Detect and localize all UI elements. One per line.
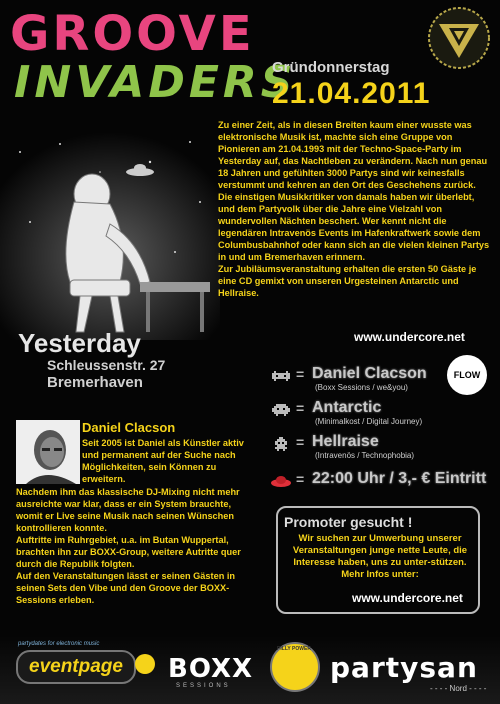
eventpage-emblem-icon — [135, 654, 155, 674]
space-invader-icon — [270, 369, 292, 383]
partysan-logo[interactable]: partysan — [330, 651, 478, 684]
dj-silhouette-illustration — [0, 132, 220, 340]
lineup-equals: = — [296, 434, 305, 450]
website-link-top[interactable]: www.undercore.net — [354, 330, 465, 344]
venue-name: Yesterday — [18, 328, 141, 358]
lineup-equals: = — [296, 400, 305, 416]
bio-paragraph: Auf den Veranstaltungen lässt er seinen Gästen in seinen Sets den Vibe und den Groove der BOXX-Sessions erleben. — [16, 571, 236, 605]
event-story — [218, 119, 490, 299]
lineup-artist-labels: (Boxx Sessions / we&you) — [315, 383, 408, 392]
promoter-text: Wir suchen zur Umwerbung unserer Veranstaltungen junge nette Leute, die Interesse haben, uns zu unter-stützen. Mehr Infos unter: — [292, 533, 468, 580]
squid-invader-icon — [270, 437, 292, 451]
lineup-artist-labels: (Intravenös / Technophobia) — [315, 451, 415, 460]
bio-paragraph: Auftritte im Ruhrgebiet, u.a. im Butan Wuppertal, brachten ihn zur BOXX-Group, weitere Autritte quer durch die Republik folgten. — [16, 535, 241, 569]
artist-photo — [16, 420, 80, 484]
event-date: 21.04.2011 — [272, 77, 431, 110]
event-time-price: 22:00 Uhr / 3,- € Eintritt — [312, 470, 487, 487]
eventpage-logo[interactable]: eventpage — [16, 650, 136, 684]
story-paragraph: Zur Jubiläumsveranstaltung erhalten die ersten 50 Gäste je eine CD gemixt von unseren Urgesteinen Antarctic und Hellraise. — [218, 264, 477, 298]
space-invader-icon — [270, 403, 292, 417]
pilly-power-label: PILLY POWER — [277, 646, 311, 652]
lineup-equals: = — [296, 471, 305, 487]
title-groove: GROOVE — [10, 6, 255, 62]
venue-street: Schleussenstr. 27 — [47, 357, 166, 373]
event-day: Gründonnerstag — [272, 59, 390, 76]
bio-intro-text: Seit 2005 ist Daniel als Künstler aktiv und permanent auf der Suche nach Möglichkeiten, sein Können zu erweitern. — [82, 438, 244, 484]
website-link-promoter[interactable]: www.undercore.net — [352, 591, 463, 605]
boxx-sessions-subtitle: SESSIONS — [176, 683, 231, 689]
title-invaders: INVADERS — [14, 57, 297, 108]
lineup-artist-name: Antarctic — [312, 399, 382, 416]
eventpage-tagline: partydates for electronic music — [18, 641, 100, 647]
bio-paragraph: Nachdem ihm das klassische DJ-Mixing nicht mehr ausreichte war klar, dass er ein System brauchte, womit er Live seine Musik nach seinen Wünschen kontrollieren konnte. — [16, 487, 240, 533]
venue-city: Bremerhaven — [47, 374, 143, 391]
bio-artist-name: Daniel Clacson — [82, 420, 176, 435]
triangle-emblem-icon — [427, 6, 491, 70]
bio-text — [16, 486, 256, 606]
partysan-subtitle: - - - - Nord - - - - — [430, 684, 487, 693]
story-paragraph: Zu einer Zeit, als in diesen Breiten kaum einer wusste was elektronische Musik ist, machte sich eine Gruppe von Pionieren am 21.04.1993 mit der Techno-Space-Party im Yesterday auf, das Nachtleben zu verändern. Nach nun genau 18 Jahren und gefühlten 3000 Partys sind wir keinesfalls verstummt und kehren an den Ort des Geschehens zurück. Die einstigen Musikkritiker von damals haben wir überlebt, und dem Partyvolk über die Jahre eine Vielzahl von wundervollen Nächten beschert. Wer kennt nicht die legendären Intravenös Events im Hafenkraftwerk sowie dem Columbusbahnhof oder kann sich an die vielen kleinen Partys in und um Bremerhaven erinnern. — [218, 120, 490, 262]
boxx-sessions-logo[interactable]: BOXX — [168, 654, 254, 684]
ufo-icon — [270, 474, 292, 488]
lineup-artist-name: Daniel Clacson — [312, 365, 427, 382]
flow-logo-badge: FLOW — [447, 355, 487, 395]
promoter-title: Promoter gesucht ! — [284, 514, 413, 530]
lineup-equals: = — [296, 366, 305, 382]
lineup-artist-name: Hellraise — [312, 433, 379, 450]
lineup-artist-labels: (Minimalkost / Digital Journey) — [315, 417, 423, 426]
